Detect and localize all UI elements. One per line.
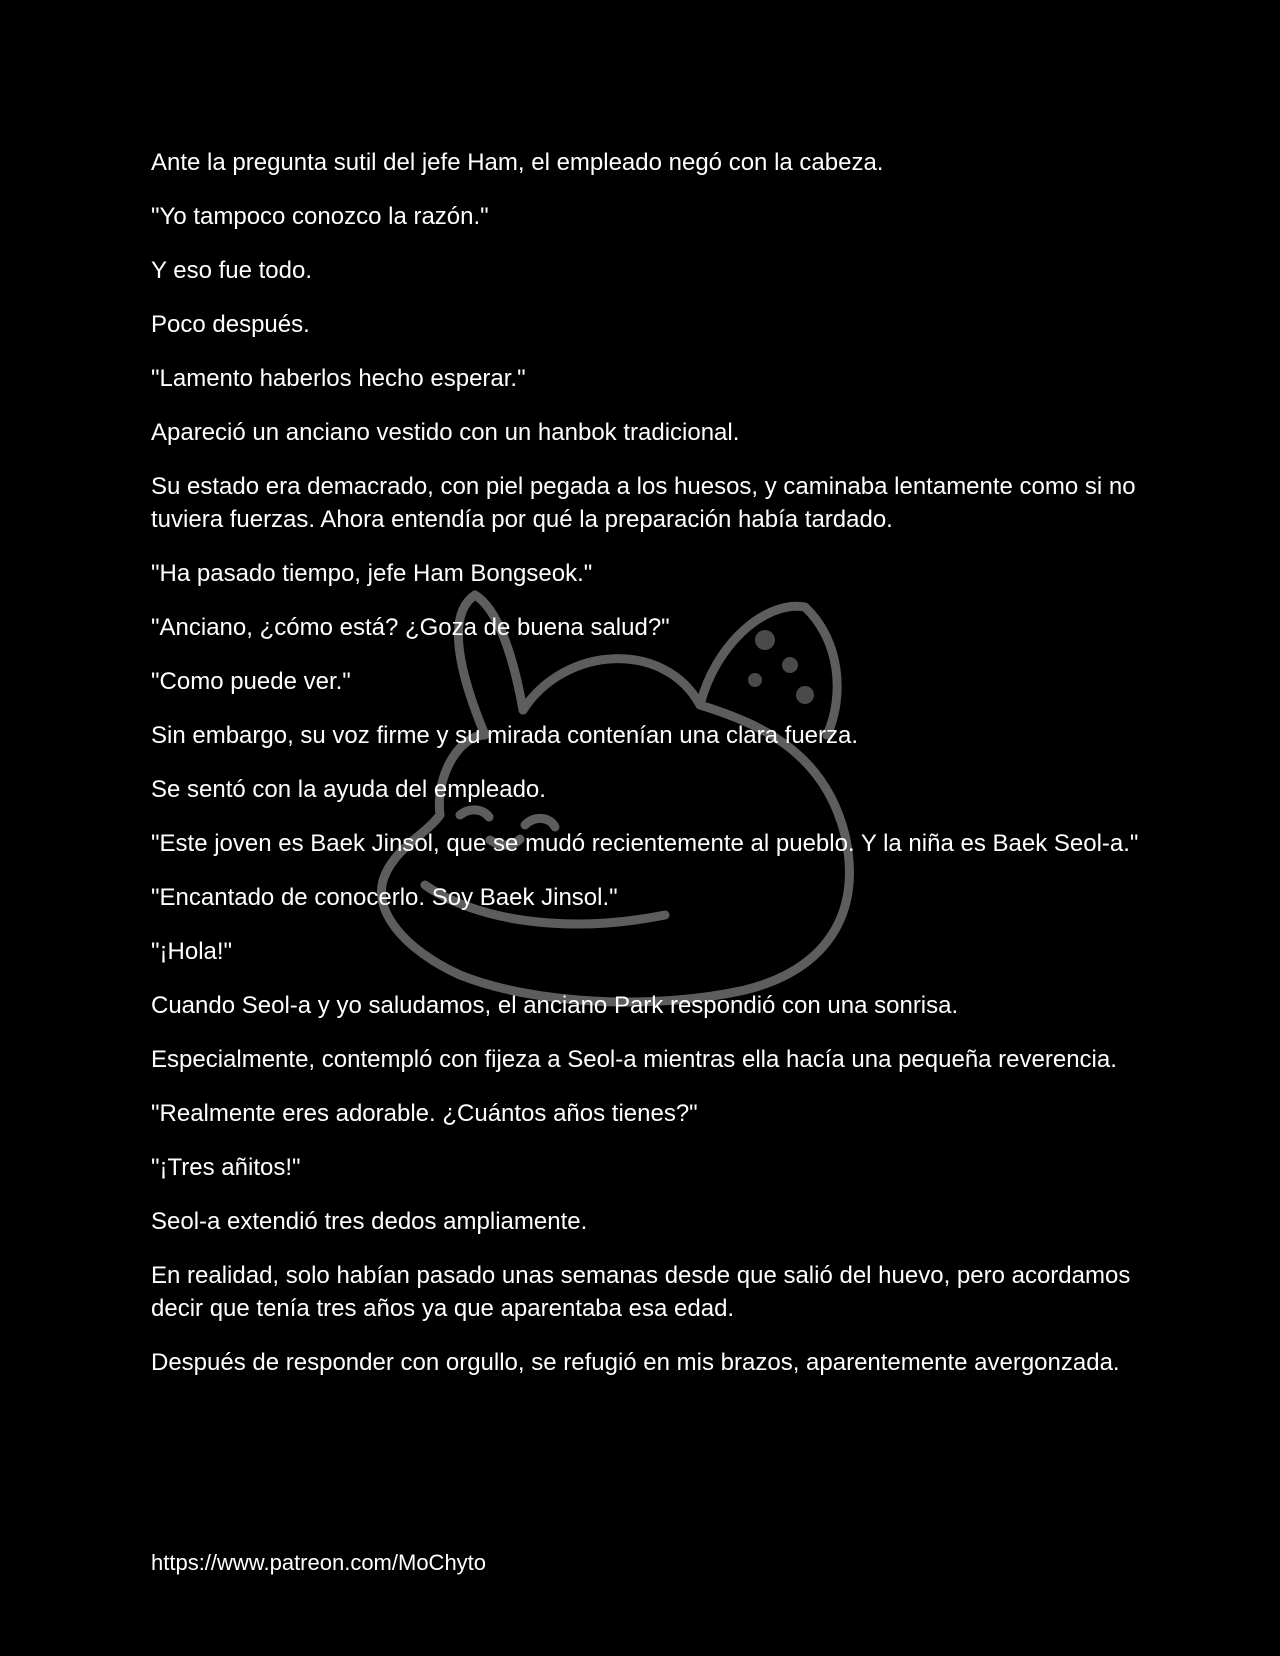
paragraph: "Lamento haberlos hecho esperar." (151, 365, 526, 392)
paragraph: "Anciano, ¿cómo está? ¿Goza de buena salud?" (151, 614, 670, 641)
paragraph: Poco después. (151, 311, 310, 338)
paragraph: Ante la pregunta sutil del jefe Ham, el empleado negó con la cabeza. (151, 149, 884, 176)
paragraph: Especialmente, contempló con fijeza a Seol-a mientras ella hacía una pequeña reverencia. (151, 1046, 1117, 1073)
patreon-link[interactable]: https://www.patreon.com/MoChyto (151, 1550, 487, 1575)
paragraph: Se sentó con la ayuda del empleado. (151, 776, 546, 803)
paragraph: Cuando Seol-a y yo saludamos, el anciano Park respondió con una sonrisa. (151, 992, 959, 1019)
paragraph: "Como puede ver." (151, 668, 351, 695)
paragraph: "Ha pasado tiempo, jefe Ham Bongseok." (151, 560, 593, 587)
paragraph: Apareció un anciano vestido con un hanbok tradicional. (151, 419, 740, 446)
paragraph: "Este joven es Baek Jinsol, que se mudó recientemente al pueblo. Y la niña es Baek Seol-a." (151, 830, 1139, 857)
chapter-text (151, 146, 1141, 1400)
paragraph: Sin embargo, su voz firme y su mirada contenían una clara fuerza. (151, 722, 859, 749)
paragraph: Y eso fue todo. (151, 257, 313, 284)
paragraph: Seol-a extendió tres dedos ampliamente. (151, 1208, 588, 1235)
paragraph: En realidad, solo habían pasado unas semanas desde que salió del huevo, pero acordamos decir que tenía tres años ya que aparentaba esa edad. (151, 1262, 1131, 1322)
paragraph: Su estado era demacrado, con piel pegada a los huesos, y caminaba lentamente como si no tuviera fuerzas. Ahora entendía por qué la preparación había tardado. (151, 473, 1136, 533)
paragraph: "Yo tampoco conozco la razón." (151, 203, 489, 230)
paragraph: Después de responder con orgullo, se refugió en mis brazos, aparentemente avergonzada. (151, 1349, 1120, 1376)
paragraph: "Realmente eres adorable. ¿Cuántos años tienes?" (151, 1100, 698, 1127)
paragraph: "¡Hola!" (151, 938, 233, 965)
paragraph: "Encantado de conocerlo. Soy Baek Jinsol." (151, 884, 618, 911)
paragraph: "¡Tres añitos!" (151, 1154, 301, 1181)
